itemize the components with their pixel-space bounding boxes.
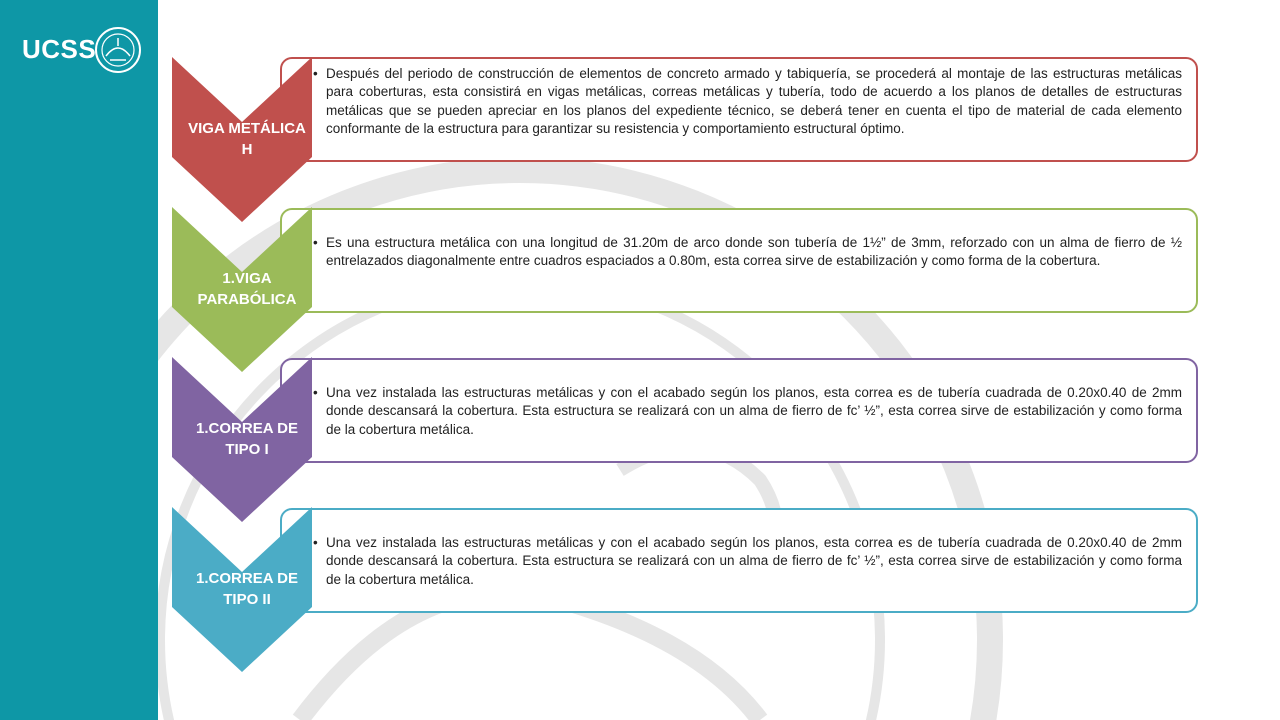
step-2-description: • Es una estructura metálica con una longitud de 31.20m de arco donde son tubería de 1½” de 3mm, reforzado con un alma de fierro de ½ entrelazados diagonalmente entre cuadros espaciados a 0.80m, esta correa sirve de estabilización y como forma de la cobertura. [306,234,1182,271]
step-2-label: 1.VIGA PARABÓLICA [197,270,297,308]
step-2-text-box [280,208,1198,313]
ucss-logo [22,26,146,74]
step-1-label: VIGA METÁLICA H [188,120,306,158]
logo-text: UCSS [22,34,97,64]
step-3-description: • Una vez instalada las estructuras metálicas y con el acabado según los planos, esta correa es de tubería cuadrada de 0.20x0.40 de 2mm donde descansará la cobertura. Esta estructura se realizará con un alma de fierro de fc’ ½”, esta correa sirve de estabilización y como forma de la cobertura metálica. [306,384,1182,439]
step-1-text-box [280,57,1198,162]
step-4-description: • Una vez instalada las estructuras metálicas y con el acabado según los planos, esta correa es de tubería cuadrada de 0.20x0.40 de 2mm donde descansará la cobertura. Esta estructura se realizará con un alma de fierro de fc’ ½”, esta correa sirve de estabilización y como forma de la cobertura metálica. [306,534,1182,589]
step-3-label: 1.CORREA DE TIPO I [196,420,298,458]
step-3-text-box [280,358,1198,463]
seal-icon [94,26,142,74]
step-4-text-box [280,508,1198,613]
sidebar-band [0,0,158,720]
step-1-description: • Después del periodo de construcción de elementos de concreto armado y tabiquería, se procederá al montaje de las estructuras metálicas para coberturas, esta consistirá en vigas metálicas, correas metálicas y tubería, todo de acuerdo a los planos de detalles de estructuras metálicas que se pueden apreciar en los planos del expediente técnico, se deberá tener en cuenta el tipo de material de cada elemento conformante de la estructura para garantizar su resistencia y comportamiento estructural óptimo. [306,65,1182,139]
step-4-label: 1.CORREA DE TIPO II [196,570,298,608]
